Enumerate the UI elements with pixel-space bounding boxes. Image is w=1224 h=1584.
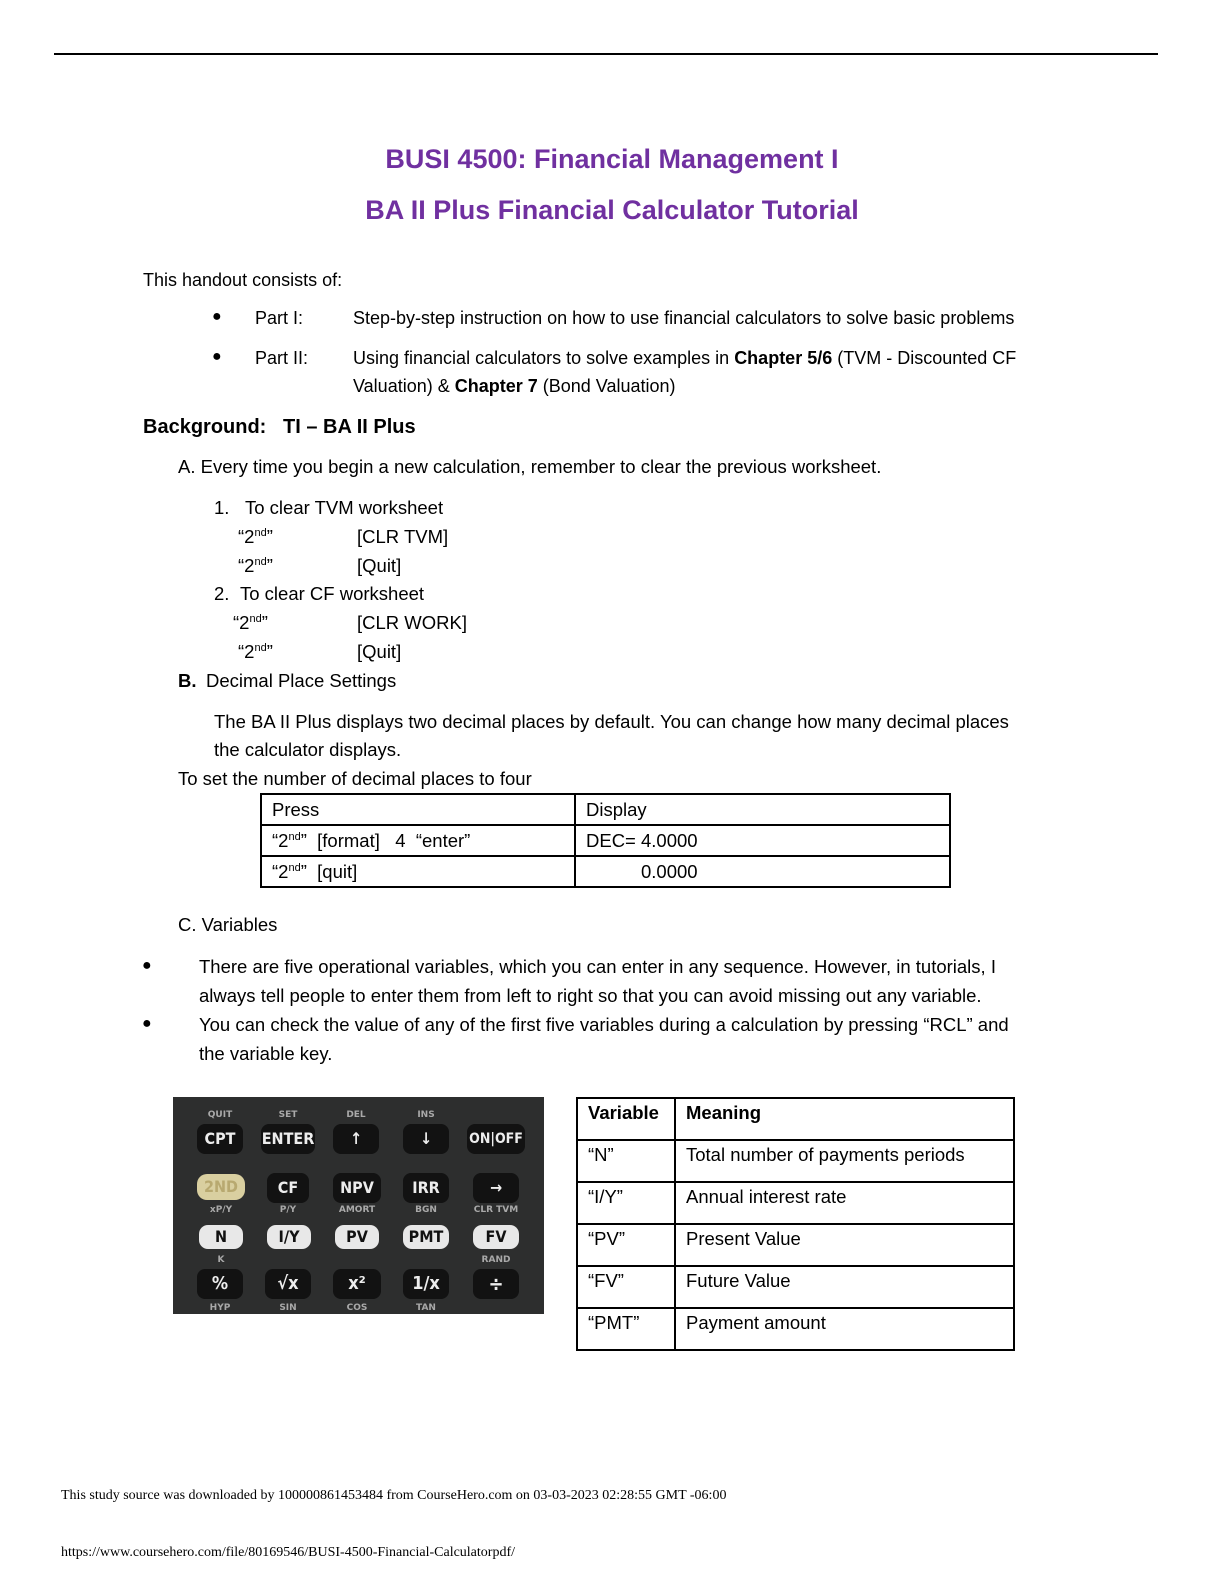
cf-key: CF <box>267 1173 309 1203</box>
table-cell: Payment amount <box>675 1308 1014 1350</box>
bullet-text: You can check the value of any of the first five variables during a calculation by pressing “RCL” and <box>199 1014 1009 1035</box>
key-secondary-label: CLR TVM <box>473 1205 519 1215</box>
step-1-action: [CLR TVM] <box>357 526 449 547</box>
key-secondary-label: P/Y <box>279 1205 297 1215</box>
table-cell: “FV” <box>577 1266 675 1308</box>
fv-key: FV <box>473 1225 519 1249</box>
page-subtitle: BA II Plus Financial Calculator Tutorial <box>365 195 859 225</box>
step-1-action: [Quit] <box>357 555 402 576</box>
bullet-text: the variable key. <box>199 1043 333 1064</box>
table-row <box>261 856 950 887</box>
on-off-key: ON|OFF <box>467 1124 525 1154</box>
down-arrow-icon: ↓ <box>403 1124 449 1154</box>
key-secondary-label: COS <box>346 1303 368 1313</box>
part1-label: Part I: <box>255 308 304 328</box>
section-b-title: Decimal Place Settings <box>206 670 397 691</box>
key-secondary-label: BGN <box>415 1205 437 1215</box>
section-a-text: A. Every time you begin a new calculation, remember to clear the previous worksheet. <box>178 456 882 477</box>
key-secondary-label: SIN <box>279 1303 297 1313</box>
step-1-number: 1. <box>214 497 230 518</box>
footer-url-link[interactable]: https://www.coursehero.com/file/80169546/BUSI-4500-Financial-Calculatorpdf/ <box>61 1545 516 1560</box>
part1-text: Step-by-step instruction on how to use financial calculators to solve basic problems <box>353 308 1015 328</box>
table-cell: “2nd” [quit] <box>261 856 575 887</box>
key-secondary-label: HYP <box>209 1303 231 1313</box>
step-2-number: 2. <box>214 583 230 604</box>
step-2-action: [CLR WORK] <box>357 612 467 633</box>
step-1-title: To clear TVM worksheet <box>245 497 444 518</box>
section-b-label: B. <box>178 670 197 691</box>
table-header-row <box>577 1098 1014 1140</box>
n-key: N <box>199 1225 243 1249</box>
section-b-text: the calculator displays. <box>214 739 402 760</box>
step-2-title: To clear CF worksheet <box>240 583 425 604</box>
bullet-icon: ● <box>142 1015 152 1032</box>
table-cell: Total number of payments periods <box>675 1140 1014 1182</box>
square-key: x² <box>333 1269 381 1299</box>
second-key: 2ND <box>197 1174 245 1200</box>
right-arrow-icon: → <box>473 1173 519 1203</box>
table-row <box>577 1140 1014 1182</box>
iy-key: I/Y <box>267 1225 311 1249</box>
table-header-cell: Display <box>575 794 950 825</box>
bullet-icon: ● <box>142 957 152 974</box>
table-header-cell: Variable <box>577 1098 675 1140</box>
up-arrow-icon: ↑ <box>333 1124 379 1154</box>
table-cell: Future Value <box>675 1266 1014 1308</box>
sqrt-key: √x <box>265 1269 311 1299</box>
table-row <box>577 1182 1014 1224</box>
key-secondary-label: DEL <box>346 1110 366 1120</box>
key-secondary-label: xP/Y <box>209 1205 233 1215</box>
reciprocal-key: 1/x <box>403 1269 449 1299</box>
key-secondary-label: AMORT <box>338 1205 376 1215</box>
step-1-key: “2nd” <box>238 555 273 576</box>
variable-table <box>576 1097 1015 1351</box>
table-header-cell: Meaning <box>675 1098 1014 1140</box>
header-rule <box>54 53 1158 55</box>
section-b-text: The BA II Plus displays two decimal places by default. You can change how many decimal places <box>214 711 1009 732</box>
step-2-action: [Quit] <box>357 641 402 662</box>
key-secondary-label: INS <box>417 1110 435 1120</box>
key-secondary-label: SET <box>278 1110 298 1120</box>
table-cell: DEC= 4.0000 <box>575 825 950 856</box>
section-c-title: C. Variables <box>178 914 278 935</box>
part2-text-line1: Using financial calculators to solve examples in Chapter 5/6 (TVM - Discounted CF <box>353 348 1017 368</box>
table-cell: “PMT” <box>577 1308 675 1350</box>
table-header-row <box>261 794 950 825</box>
decimal-intro: To set the number of decimal places to four <box>178 768 532 789</box>
table-cell: “2nd” [format] 4 “enter” <box>261 825 575 856</box>
table-header-cell: Press <box>261 794 575 825</box>
table-row <box>577 1308 1014 1350</box>
irr-key: IRR <box>403 1173 449 1203</box>
part2-label: Part II: <box>255 348 309 368</box>
table-cell: Annual interest rate <box>675 1182 1014 1224</box>
table-cell: Present Value <box>675 1224 1014 1266</box>
table-cell: “PV” <box>577 1224 675 1266</box>
step-1-key: “2nd” <box>238 526 273 547</box>
background-heading: Background: TI – BA II Plus <box>143 416 416 438</box>
table-cell: 0.0000 <box>575 856 950 887</box>
key-secondary-label: QUIT <box>207 1110 233 1120</box>
table-row <box>577 1224 1014 1266</box>
bullet-icon: ● <box>212 308 222 325</box>
npv-key: NPV <box>333 1173 381 1203</box>
cpt-key: CPT <box>197 1124 243 1154</box>
pv-key: PV <box>335 1225 379 1249</box>
table-cell: “N” <box>577 1140 675 1182</box>
step-2-key: “2nd” <box>233 612 268 633</box>
bullet-text: always tell people to enter them from left to right so that you can avoid missing out any variable. <box>199 985 982 1006</box>
table-row <box>577 1266 1014 1308</box>
percent-key: % <box>197 1269 243 1299</box>
step-2-key: “2nd” <box>238 641 273 662</box>
intro-text: This handout consists of: <box>143 270 343 290</box>
enter-key: ENTER <box>261 1124 315 1154</box>
key-secondary-label: K <box>217 1255 225 1265</box>
footer-source-text: This study source was downloaded by 100000861453484 from CourseHero.com on 03-03-2023 02:28:55 GMT -06:00 <box>61 1488 727 1503</box>
table-row <box>261 825 950 856</box>
decimal-table <box>260 793 951 888</box>
part2-text-line2: Valuation) & Chapter 7 (Bond Valuation) <box>353 376 676 396</box>
table-cell: “I/Y” <box>577 1182 675 1224</box>
key-secondary-label: RAND <box>481 1255 511 1265</box>
page-title: BUSI 4500: Financial Management I <box>385 144 839 174</box>
divide-icon: ÷ <box>473 1269 519 1299</box>
calculator-keypad-image <box>173 1097 544 1314</box>
key-secondary-label: TAN <box>416 1303 436 1313</box>
bullet-text: There are five operational variables, which you can enter in any sequence. However, in tutorials, I <box>199 956 996 977</box>
pmt-key: PMT <box>403 1225 449 1249</box>
bullet-icon: ● <box>212 348 222 365</box>
